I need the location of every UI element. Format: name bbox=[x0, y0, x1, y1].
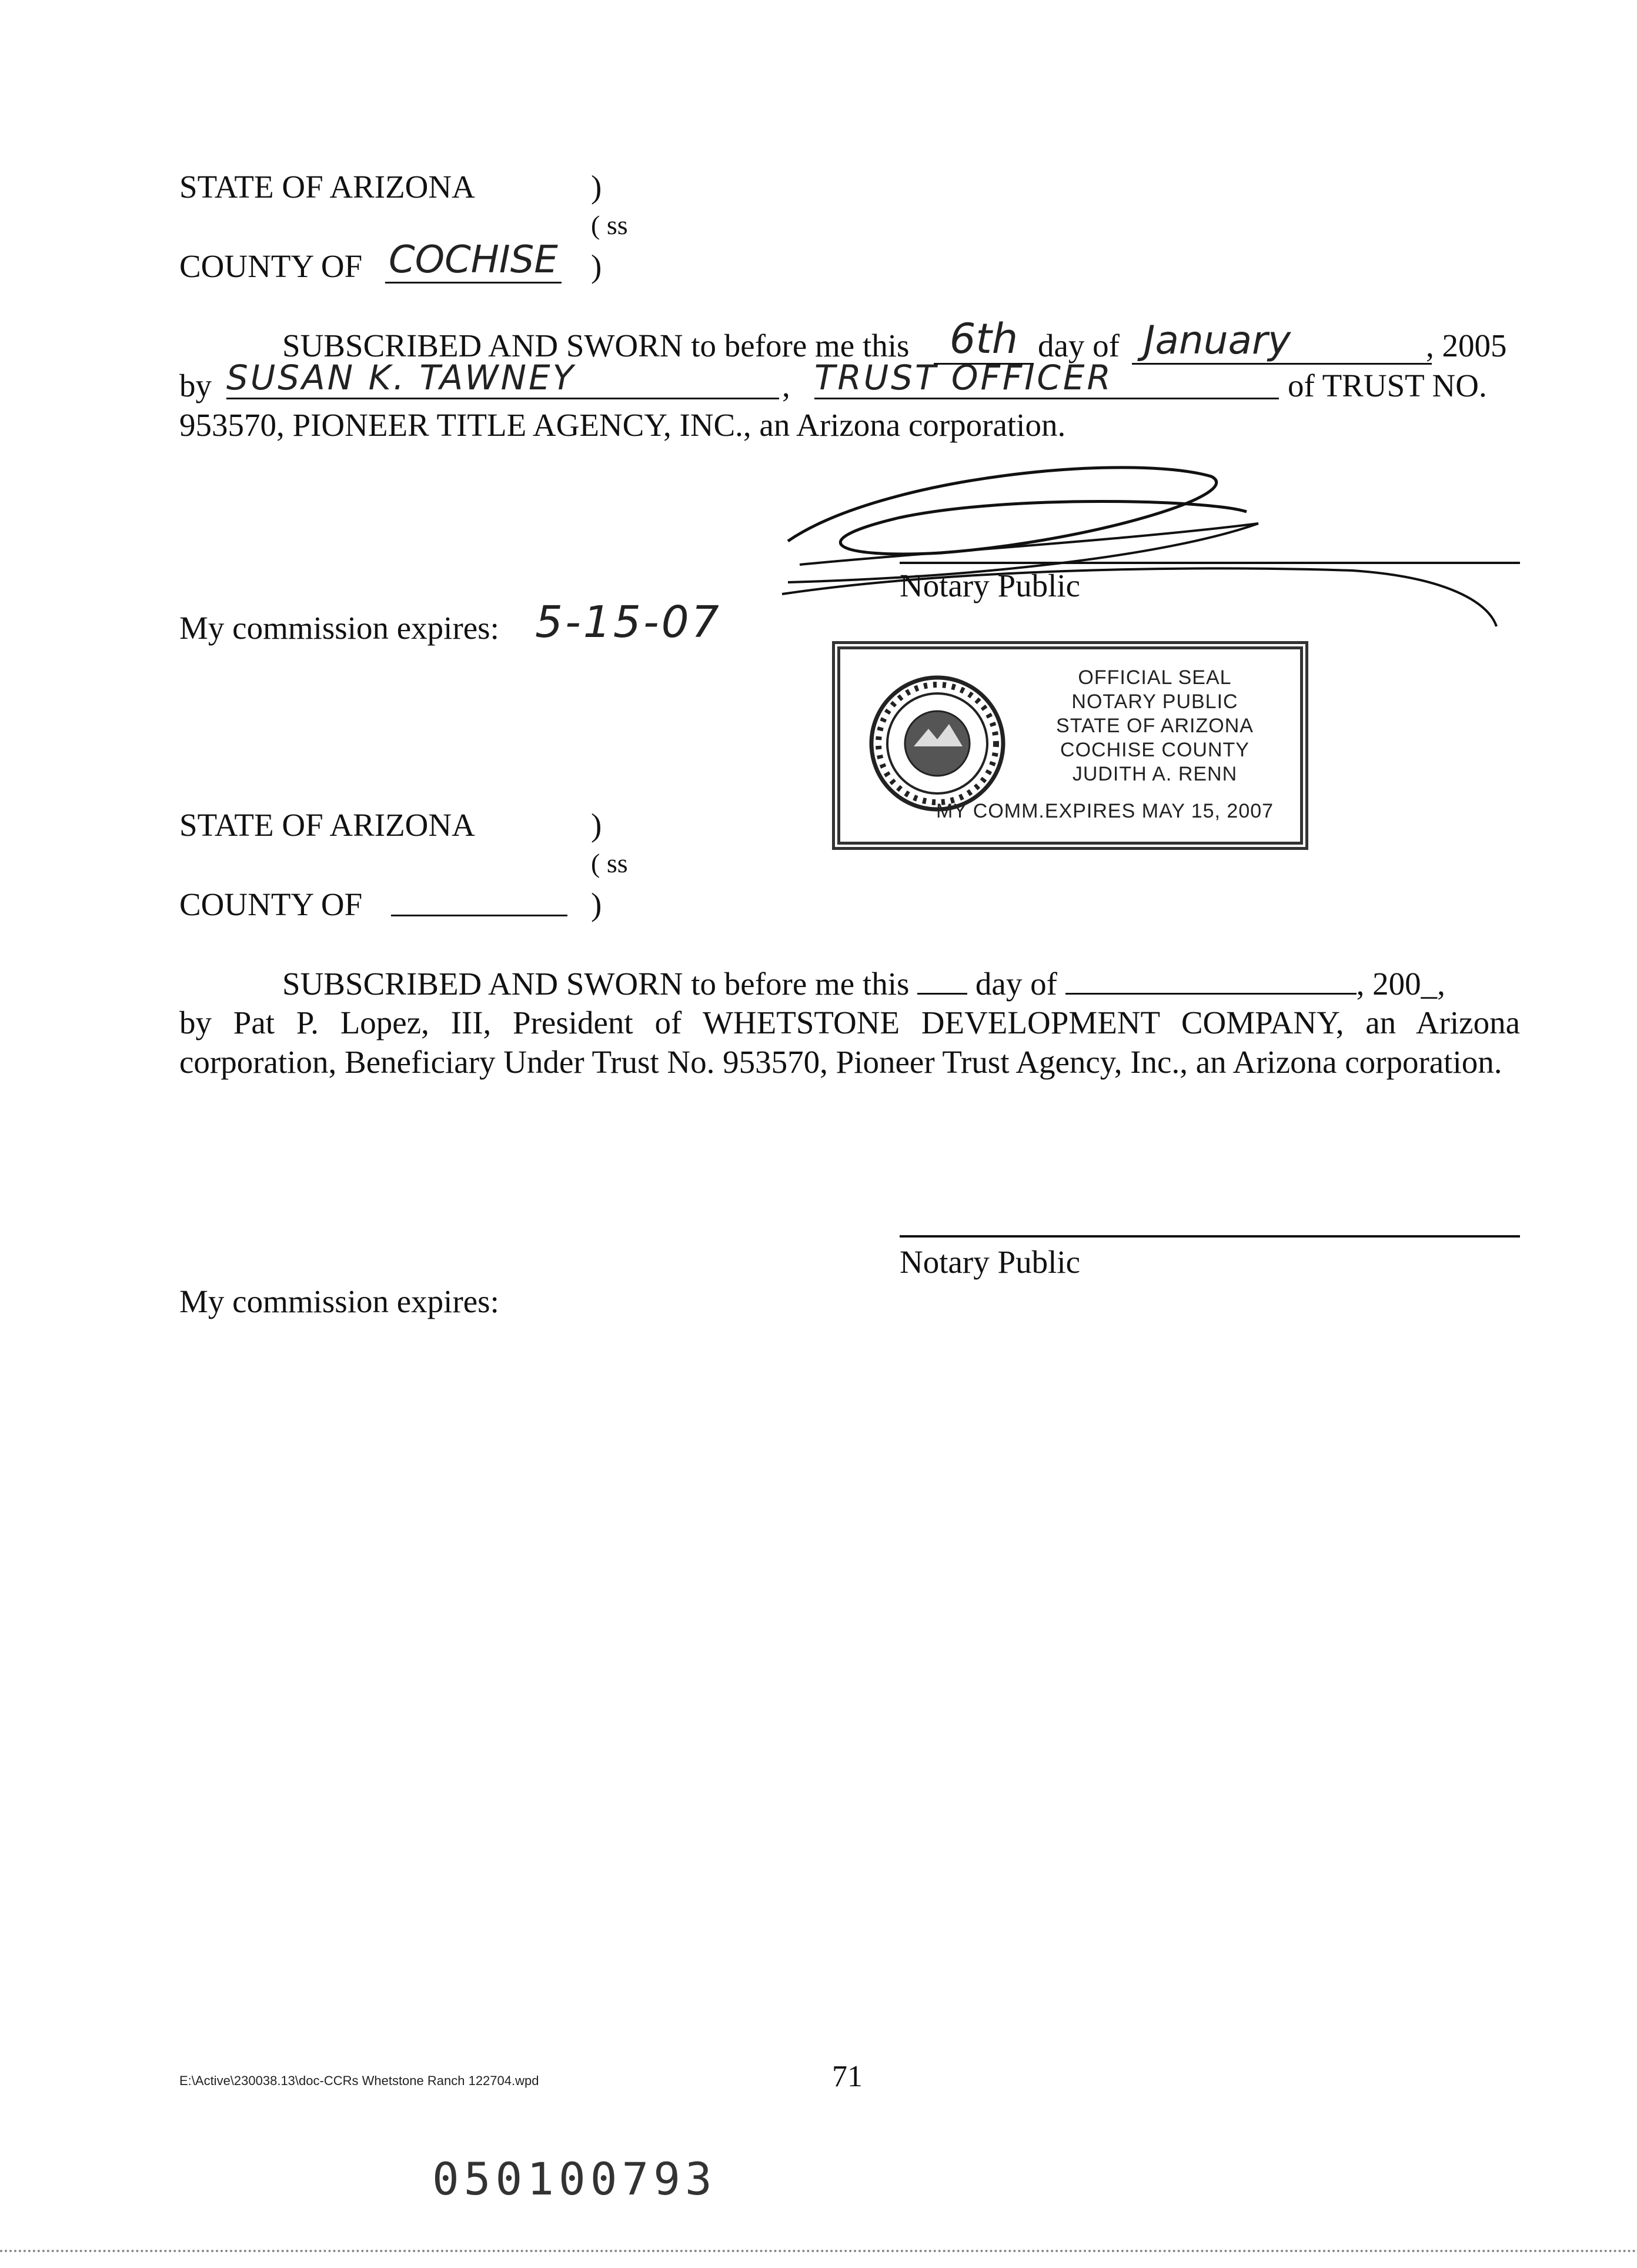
arizona-state-seal-icon bbox=[864, 670, 1011, 817]
seal-line: NOTARY PUBLIC bbox=[1071, 691, 1238, 713]
notary-signature bbox=[764, 453, 1529, 629]
notary-public-label-2: Notary Public bbox=[900, 1244, 1081, 1280]
official-seal-stamp bbox=[832, 641, 1308, 850]
county-label-1: COUNTY OF bbox=[179, 248, 363, 284]
county-label-2: COUNTY OF bbox=[179, 886, 363, 922]
commission-label-2: My commission expires: bbox=[179, 1283, 499, 1319]
signature-line-2 bbox=[900, 1235, 1520, 1238]
county-blank bbox=[391, 915, 567, 916]
paren-close: ) bbox=[591, 807, 602, 843]
day-value-handwritten: 6th bbox=[934, 315, 1034, 365]
month-blank bbox=[1065, 993, 1357, 995]
scan-edge-artifact bbox=[0, 2250, 1637, 2252]
commission-value-handwritten: 5-15-07 bbox=[535, 597, 721, 648]
day-blank bbox=[917, 993, 967, 995]
notary-public-label-1: Notary Public bbox=[900, 568, 1081, 603]
commission-label-1: My commission expires: bbox=[179, 610, 499, 646]
seal-line: COCHISE COUNTY bbox=[1060, 739, 1250, 761]
seal-line: STATE OF ARIZONA bbox=[1056, 715, 1254, 737]
sworn-text-2 bbox=[282, 968, 1445, 1000]
sworn-text-a: SUBSCRIBED AND SWORN to before me this bbox=[282, 966, 910, 1002]
title-value-handwritten: TRUST OFFICER bbox=[814, 358, 1279, 399]
year-text: , 200_, bbox=[1356, 966, 1445, 1002]
seal-expiration: MY COMM.EXPIRES MAY 15, 2007 bbox=[936, 800, 1274, 822]
ss-mark: ( ss bbox=[591, 210, 628, 240]
month-value-handwritten: January bbox=[1132, 318, 1432, 365]
paren-close: ) bbox=[591, 248, 602, 284]
day-of-label: day of bbox=[1038, 328, 1120, 363]
sworn-text-1: SUBSCRIBED AND SWORN to before me this bbox=[282, 328, 910, 363]
affiant-paragraph: by Pat P. Lopez, III, President of WHETSTONE DEVELOPMENT COMPANY, an Arizona corporation, Beneficiary Under Trust No. 953570, Pioneer Trust Agency, Inc., an Arizona corporation. bbox=[179, 1005, 1520, 1080]
day-of-label: day of bbox=[975, 966, 1057, 1002]
paren-close: ) bbox=[591, 169, 602, 205]
file-path: E:\Active\230038.13\doc-CCRs Whetstone Ranch 122704.wpd bbox=[179, 2073, 539, 2088]
ss-mark: ( ss bbox=[591, 848, 628, 878]
year-text: , 2005 bbox=[1426, 328, 1507, 363]
county-value-handwritten: COCHISE bbox=[385, 238, 562, 284]
trust-line: 953570, PIONEER TITLE AGENCY, INC., an Arizona corporation. bbox=[179, 407, 1066, 443]
seal-line: JUDITH A. RENN bbox=[1072, 763, 1238, 785]
comma: , bbox=[782, 368, 790, 403]
page-number: 71 bbox=[832, 2060, 863, 2093]
name-value-handwritten: SUSAN K. TAWNEY bbox=[226, 358, 779, 399]
state-heading-2: STATE OF ARIZONA bbox=[179, 807, 475, 843]
state-heading-1: STATE OF ARIZONA bbox=[179, 169, 475, 205]
seal-line: OFFICIAL SEAL bbox=[1078, 666, 1232, 689]
paren-close: ) bbox=[591, 886, 602, 922]
of-trust-label: of TRUST NO. bbox=[1288, 368, 1487, 403]
document-number: 050100793 bbox=[432, 2153, 717, 2205]
signature-line-1 bbox=[900, 562, 1520, 564]
by-label: by bbox=[179, 368, 212, 403]
